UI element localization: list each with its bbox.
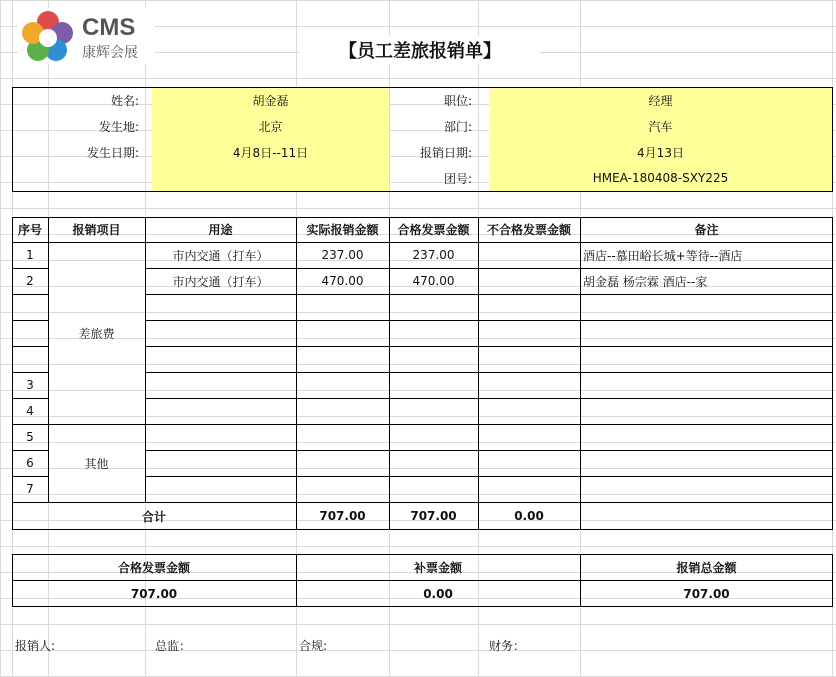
row-note[interactable]: 胡金磊 杨宗霖 酒店--家 <box>583 274 708 289</box>
total-actual: 707.00 <box>319 509 366 523</box>
date-value[interactable]: 4月8日--11日 <box>232 145 309 160</box>
summary-total-label: 报销总金额 <box>676 560 737 575</box>
summary-total-value: 707.00 <box>683 586 730 601</box>
row-no: 1 <box>26 248 34 262</box>
group-value[interactable]: HMEA-180408-SXY225 <box>592 171 729 185</box>
sign-claimant[interactable]: 报销人: <box>15 638 56 653</box>
department-label: 部门: <box>443 119 472 134</box>
row-no: 4 <box>26 404 34 418</box>
claim-date-label: 报销日期: <box>419 145 472 160</box>
name-value[interactable]: 胡金磊 <box>252 93 289 108</box>
total-invalid: 0.00 <box>514 509 544 523</box>
row-use[interactable]: 市内交通（打车） <box>172 248 269 263</box>
header-note: 备注 <box>694 223 719 237</box>
name-label: 姓名: <box>110 93 139 108</box>
sign-director[interactable]: 总监： <box>155 638 192 653</box>
header-valid: 合格发票金额 <box>397 223 470 237</box>
location-value[interactable]: 北京 <box>258 119 283 134</box>
department-value[interactable]: 汽车 <box>648 119 673 134</box>
header-item: 报销项目 <box>72 223 121 237</box>
row-valid[interactable]: 470.00 <box>412 274 455 288</box>
row-actual[interactable]: 470.00 <box>321 274 364 288</box>
header-invalid: 不合格发票金额 <box>486 223 571 237</box>
summary-valid-value: 707.00 <box>130 586 178 601</box>
row-no: 7 <box>26 482 34 496</box>
position-label: 职位: <box>443 93 472 108</box>
location-label: 发生地: <box>98 119 139 134</box>
row-no: 5 <box>26 430 34 444</box>
row-note[interactable]: 酒店--慕田峪长城+等待--酒店 <box>583 248 743 263</box>
row-no: 2 <box>26 274 34 288</box>
category-travel: 差旅费 <box>78 326 115 341</box>
sign-compliance[interactable]: 合规: <box>299 638 328 653</box>
cms-flower-icon <box>18 8 78 64</box>
row-use[interactable]: 市内交通（打车） <box>172 274 269 289</box>
page-title: 【员工差旅报销单】 <box>300 36 540 64</box>
total-valid: 707.00 <box>410 509 457 523</box>
date-label: 发生日期: <box>86 145 139 160</box>
claim-date-value[interactable]: 4月13日 <box>637 145 684 160</box>
header-no: 序号 <box>17 223 42 237</box>
sign-finance[interactable]: 财务： <box>489 638 526 653</box>
logo-name: CMS <box>82 14 136 41</box>
summary-valid-label: 合格发票金额 <box>117 560 190 575</box>
row-no: 6 <box>26 456 34 470</box>
row-invalid[interactable] <box>478 242 580 268</box>
row-valid[interactable]: 237.00 <box>412 248 455 262</box>
header-actual: 实际报销金额 <box>306 223 379 237</box>
header-use: 用途 <box>208 223 233 237</box>
summary-supp-label: 补票金额 <box>413 560 462 575</box>
row-invalid[interactable] <box>478 268 580 294</box>
company-logo <box>18 8 154 64</box>
total-label: 合计 <box>141 509 166 524</box>
row-no: 3 <box>26 378 34 392</box>
category-other: 其他 <box>84 456 109 471</box>
logo-subtitle: 康辉会展 <box>82 45 138 61</box>
row-actual[interactable]: 237.00 <box>321 248 364 262</box>
position-value[interactable]: 经理 <box>648 93 673 108</box>
group-label: 团号: <box>443 171 472 186</box>
summary-supp-value: 0.00 <box>423 586 453 601</box>
